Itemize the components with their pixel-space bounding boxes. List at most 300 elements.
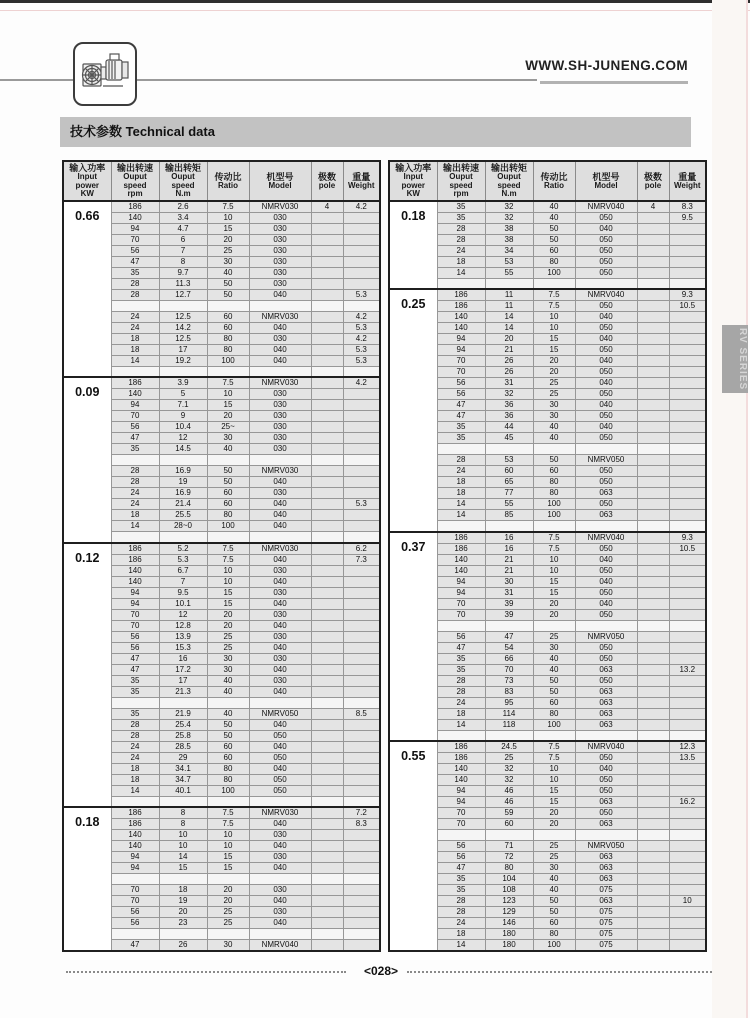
table-cell: 14 (437, 940, 485, 952)
table-cell: 050 (575, 675, 637, 686)
table-cell (343, 785, 380, 796)
column-header-en: rpm (453, 189, 469, 198)
table-cell (207, 366, 249, 377)
table-cell: 13.5 (669, 753, 706, 764)
table-cell: 17 (159, 675, 207, 686)
table-cell: 56 (111, 245, 159, 256)
table-cell (249, 697, 311, 708)
table-row (389, 697, 706, 708)
table-cell: 80 (207, 333, 249, 344)
table-cell: 12 (159, 609, 207, 620)
table-cell: 94 (111, 852, 159, 863)
column-header (485, 161, 533, 201)
table-cell (311, 543, 343, 555)
table-cell: 5.3 (343, 355, 380, 366)
table-cell (637, 234, 669, 245)
table-cell: 050 (575, 565, 637, 576)
table-row (389, 543, 706, 554)
table-cell (669, 863, 706, 874)
table-cell: 5.3 (343, 499, 380, 510)
table-cell: 4.2 (343, 377, 380, 389)
table-cell: 80 (533, 708, 575, 719)
table-cell: 35 (437, 422, 485, 433)
table-cell: 54 (485, 642, 533, 653)
table-row-spacer (63, 300, 380, 311)
table-cell (311, 598, 343, 609)
table-cell: 20 (159, 907, 207, 918)
table-cell: 100 (207, 785, 249, 796)
table-cell: 71 (485, 841, 533, 852)
table-cell: 7.5 (533, 543, 575, 554)
table-cell: 28 (437, 223, 485, 234)
table-cell (311, 322, 343, 333)
table-cell (159, 697, 207, 708)
table-cell: 063 (575, 852, 637, 863)
table-cell: 28 (437, 896, 485, 907)
table-cell (311, 796, 343, 807)
table-cell: 28 (437, 675, 485, 686)
table-cell (485, 620, 533, 631)
table-cell (575, 278, 637, 289)
table-cell: 10 (533, 565, 575, 576)
table-cell (637, 323, 669, 334)
table-cell: 030 (249, 653, 311, 664)
table-cell: 56 (111, 907, 159, 918)
table-cell: 56 (437, 389, 485, 400)
table-cell (637, 885, 669, 896)
table-row (389, 797, 706, 808)
table-cell: 100 (207, 355, 249, 366)
table-cell: 030 (249, 422, 311, 433)
table-cell: 030 (249, 907, 311, 918)
table-row (389, 874, 706, 885)
table-row (63, 444, 380, 455)
table-cell: 94 (437, 786, 485, 797)
table-cell: 6.2 (343, 543, 380, 555)
table-row (389, 885, 706, 896)
table-cell (311, 576, 343, 587)
column-header-cn: 重量 (678, 171, 697, 182)
table-cell: 50 (207, 289, 249, 300)
table-row (389, 841, 706, 852)
table-cell: 10 (207, 389, 249, 400)
table-cell: 70 (437, 819, 485, 830)
table-cell (311, 499, 343, 510)
table-cell (669, 819, 706, 830)
table-cell (669, 256, 706, 267)
table-cell: 10 (533, 764, 575, 775)
table-cell: 140 (111, 212, 159, 223)
table-cell: 39 (485, 609, 533, 620)
table-cell: 80 (207, 344, 249, 355)
table-cell: 24 (111, 499, 159, 510)
table-cell: 030 (249, 609, 311, 620)
table-cell: 40 (207, 444, 249, 455)
table-cell (311, 565, 343, 576)
table-cell: 14 (437, 267, 485, 278)
table-cell: 186 (437, 289, 485, 301)
table-cell: 030 (249, 400, 311, 411)
table-row (63, 521, 380, 532)
table-cell: 7 (159, 576, 207, 587)
table-cell: 26 (485, 356, 533, 367)
table-row (389, 301, 706, 312)
column-header-cn: 输入功率 (69, 163, 106, 173)
table-cell (669, 466, 706, 477)
table-cell: 7.5 (533, 753, 575, 764)
column-header-en: Ouput (497, 172, 521, 181)
table-cell: 040 (249, 763, 311, 774)
table-cell (533, 620, 575, 631)
table-cell: 100 (533, 940, 575, 952)
table-cell: 30 (485, 576, 533, 587)
table-cell (249, 366, 311, 377)
table-cell: 040 (249, 576, 311, 587)
table-cell: 186 (111, 201, 159, 213)
table-cell (637, 598, 669, 609)
table-cell (637, 907, 669, 918)
table-cell: 14 (437, 510, 485, 521)
table-cell: 040 (249, 620, 311, 631)
table-cell: 70 (485, 664, 533, 675)
table-cell (637, 389, 669, 400)
table-cell (343, 653, 380, 664)
table-cell (637, 278, 669, 289)
table-cell (311, 863, 343, 874)
table-row (63, 730, 380, 741)
table-row (389, 929, 706, 940)
table-cell (343, 642, 380, 653)
column-header-cn: 输出转速 (442, 163, 479, 173)
column-header-en: Model (594, 180, 618, 190)
table-cell: 040 (249, 477, 311, 488)
table-row (389, 267, 706, 278)
column-header-en: Ouput (171, 172, 195, 181)
table-cell (637, 808, 669, 819)
table-cell: 12.5 (159, 333, 207, 344)
table-cell (311, 609, 343, 620)
table-cell (637, 422, 669, 433)
table-cell (343, 444, 380, 455)
table-row (63, 587, 380, 598)
table-cell (311, 620, 343, 631)
table-cell: 60 (485, 466, 533, 477)
table-cell: 40 (533, 664, 575, 675)
table-cell (343, 366, 380, 377)
table-row (389, 631, 706, 642)
table-cell (669, 907, 706, 918)
table-cell (637, 212, 669, 223)
table-cell: 94 (111, 400, 159, 411)
table-cell (637, 367, 669, 378)
table-cell: 15 (207, 400, 249, 411)
table-cell (311, 741, 343, 752)
table-cell: 050 (575, 245, 637, 256)
table-row (389, 400, 706, 411)
table-cell (485, 278, 533, 289)
table-cell (637, 267, 669, 278)
table-cell: 80 (207, 510, 249, 521)
table-row (63, 278, 380, 289)
table-cell (343, 631, 380, 642)
table-cell: 65 (485, 477, 533, 488)
table-row (389, 510, 706, 521)
table-cell (669, 786, 706, 797)
table-row (63, 245, 380, 256)
table-cell: 12.7 (159, 289, 207, 300)
table-row (63, 344, 380, 355)
table-cell: 10.5 (669, 543, 706, 554)
table-cell: 94 (111, 587, 159, 598)
table-row (63, 311, 380, 322)
table-cell: 56 (437, 841, 485, 852)
table-cell (575, 620, 637, 631)
table-row (389, 940, 706, 952)
table-cell: 140 (111, 389, 159, 400)
table-cell: 040 (249, 521, 311, 532)
table-cell: 14 (111, 521, 159, 532)
table-cell: 140 (437, 565, 485, 576)
table-cell: 36 (485, 400, 533, 411)
table-cell (437, 830, 485, 841)
table-cell: 100 (533, 719, 575, 730)
table-cell (533, 521, 575, 532)
page-number: <028> (363, 964, 399, 978)
table-row (389, 896, 706, 907)
table-cell: 50 (207, 466, 249, 477)
table-cell (311, 289, 343, 300)
table-cell (249, 874, 311, 885)
table-cell: 34.1 (159, 763, 207, 774)
table-cell (311, 245, 343, 256)
column-header-en: KW (406, 189, 420, 198)
table-row (389, 764, 706, 775)
table-cell (637, 444, 669, 455)
table-cell: 12.8 (159, 620, 207, 631)
table-cell: 45 (485, 433, 533, 444)
table-cell: 31 (485, 587, 533, 598)
table-cell: 040 (249, 322, 311, 333)
table-cell (637, 863, 669, 874)
table-cell (533, 444, 575, 455)
table-cell (637, 499, 669, 510)
table-cell: 70 (111, 885, 159, 896)
table-cell (669, 323, 706, 334)
table-cell (343, 400, 380, 411)
table-cell: 24 (111, 752, 159, 763)
table-cell: 25.5 (159, 510, 207, 521)
table-cell: 030 (249, 587, 311, 598)
table-cell: 28 (111, 730, 159, 741)
table-cell: 46 (485, 797, 533, 808)
table-cell: 30 (207, 940, 249, 952)
table-cell: 4.7 (159, 223, 207, 234)
table-cell: 85 (485, 510, 533, 521)
table-cell: 186 (111, 554, 159, 565)
table-cell: 47 (437, 863, 485, 874)
table-cell: 80 (207, 763, 249, 774)
table-row (389, 587, 706, 598)
table-cell: 21 (485, 554, 533, 565)
input-power-cell: 0.12 (63, 543, 111, 808)
table-cell: 56 (437, 631, 485, 642)
table-row (389, 686, 706, 697)
table-cell: 20 (207, 896, 249, 907)
table-cell (669, 477, 706, 488)
table-cell: 040 (575, 312, 637, 323)
table-cell (533, 830, 575, 841)
table-cell: 075 (575, 940, 637, 952)
table-cell: 040 (249, 355, 311, 366)
table-cell: 14.2 (159, 322, 207, 333)
table-cell (669, 653, 706, 664)
table-cell: 030 (249, 631, 311, 642)
table-cell: 16.9 (159, 488, 207, 499)
table-cell (637, 301, 669, 312)
table-cell (669, 278, 706, 289)
table-row (389, 907, 706, 918)
table-cell (575, 521, 637, 532)
table-cell (637, 686, 669, 697)
table-cell: 28 (111, 719, 159, 730)
column-header (249, 161, 311, 201)
table-cell (311, 377, 343, 389)
table-row (63, 719, 380, 730)
table-cell: 040 (575, 356, 637, 367)
table-cell (637, 764, 669, 775)
table-cell: 030 (249, 433, 311, 444)
table-cell (669, 422, 706, 433)
table-cell: 56 (437, 378, 485, 389)
column-header (111, 161, 159, 201)
table-cell (159, 874, 207, 885)
table-row (63, 774, 380, 785)
table-cell: 9.5 (159, 587, 207, 598)
table-row (63, 642, 380, 653)
table-cell (159, 796, 207, 807)
column-header-en: Input (77, 172, 98, 181)
table-row (63, 333, 380, 344)
table-row (63, 653, 380, 664)
table-cell: 60 (207, 322, 249, 333)
table-cell: 050 (575, 267, 637, 278)
table-cell (669, 764, 706, 775)
table-cell (669, 686, 706, 697)
table-cell (669, 852, 706, 863)
table-cell: 19.2 (159, 355, 207, 366)
table-cell: 15 (533, 334, 575, 345)
table-cell: 030 (249, 278, 311, 289)
table-cell (343, 841, 380, 852)
table-cell: 140 (437, 554, 485, 565)
table-cell (311, 422, 343, 433)
table-cell: 94 (111, 863, 159, 874)
table-cell: 35 (437, 653, 485, 664)
table-cell: 050 (575, 389, 637, 400)
table-cell: 94 (111, 223, 159, 234)
table-cell: 36 (485, 411, 533, 422)
table-cell (637, 411, 669, 422)
table-cell: 83 (485, 686, 533, 697)
table-cell (343, 763, 380, 774)
table-row-spacer (63, 366, 380, 377)
table-row-spacer (63, 874, 380, 885)
table-cell (637, 433, 669, 444)
table-cell: 47 (111, 433, 159, 444)
table-row (389, 422, 706, 433)
table-cell: 063 (575, 510, 637, 521)
column-header-en: power (75, 180, 100, 190)
column-header-en: Ouput (449, 172, 473, 181)
table-cell (343, 918, 380, 929)
input-power-cell: 0.09 (63, 377, 111, 543)
table-cell (311, 896, 343, 907)
table-cell (669, 565, 706, 576)
table-cell: 040 (575, 422, 637, 433)
table-cell: 34.7 (159, 774, 207, 785)
table-cell (637, 378, 669, 389)
table-cell: 7.5 (207, 377, 249, 389)
table-cell (343, 422, 380, 433)
table-row (389, 212, 706, 223)
table-cell: 14 (437, 499, 485, 510)
table-cell (311, 697, 343, 708)
table-cell: 15 (207, 587, 249, 598)
table-row (63, 830, 380, 841)
table-cell: 17.2 (159, 664, 207, 675)
table-cell (311, 223, 343, 234)
table-row (63, 488, 380, 499)
table-row (63, 322, 380, 333)
table-cell: 38 (485, 223, 533, 234)
technical-data-table-left (62, 160, 379, 952)
table-cell: 030 (249, 411, 311, 422)
table-cell: 063 (575, 863, 637, 874)
table-cell: 8 (159, 807, 207, 819)
table-cell (669, 775, 706, 786)
table-cell: 60 (207, 752, 249, 763)
table-cell: 104 (485, 874, 533, 885)
table-cell: NMRV040 (249, 940, 311, 952)
column-header-cn: 输出转矩 (490, 163, 527, 173)
table-cell: 50 (533, 686, 575, 697)
table-cell: 50 (207, 730, 249, 741)
table-cell (637, 841, 669, 852)
page-right-accent-line (746, 0, 748, 1018)
table-cell: 32 (485, 212, 533, 223)
table-cell: 15 (207, 852, 249, 863)
table-cell (637, 554, 669, 565)
table-cell: 40 (533, 212, 575, 223)
gear-motor-icon (79, 47, 131, 102)
table-cell: 7 (159, 245, 207, 256)
table-cell (311, 400, 343, 411)
table-cell (159, 455, 207, 466)
table-cell (669, 830, 706, 841)
table-cell (669, 576, 706, 587)
table-row-spacer (389, 620, 706, 631)
table-cell: 11 (485, 301, 533, 312)
column-header (637, 161, 669, 201)
table-cell: 25 (207, 245, 249, 256)
table-cell: 14 (111, 785, 159, 796)
table-cell (311, 212, 343, 223)
column-header (207, 161, 249, 201)
table-row (389, 378, 706, 389)
table-cell: 18 (111, 763, 159, 774)
table-cell: 20 (533, 598, 575, 609)
table-cell: NMRV050 (575, 455, 637, 466)
